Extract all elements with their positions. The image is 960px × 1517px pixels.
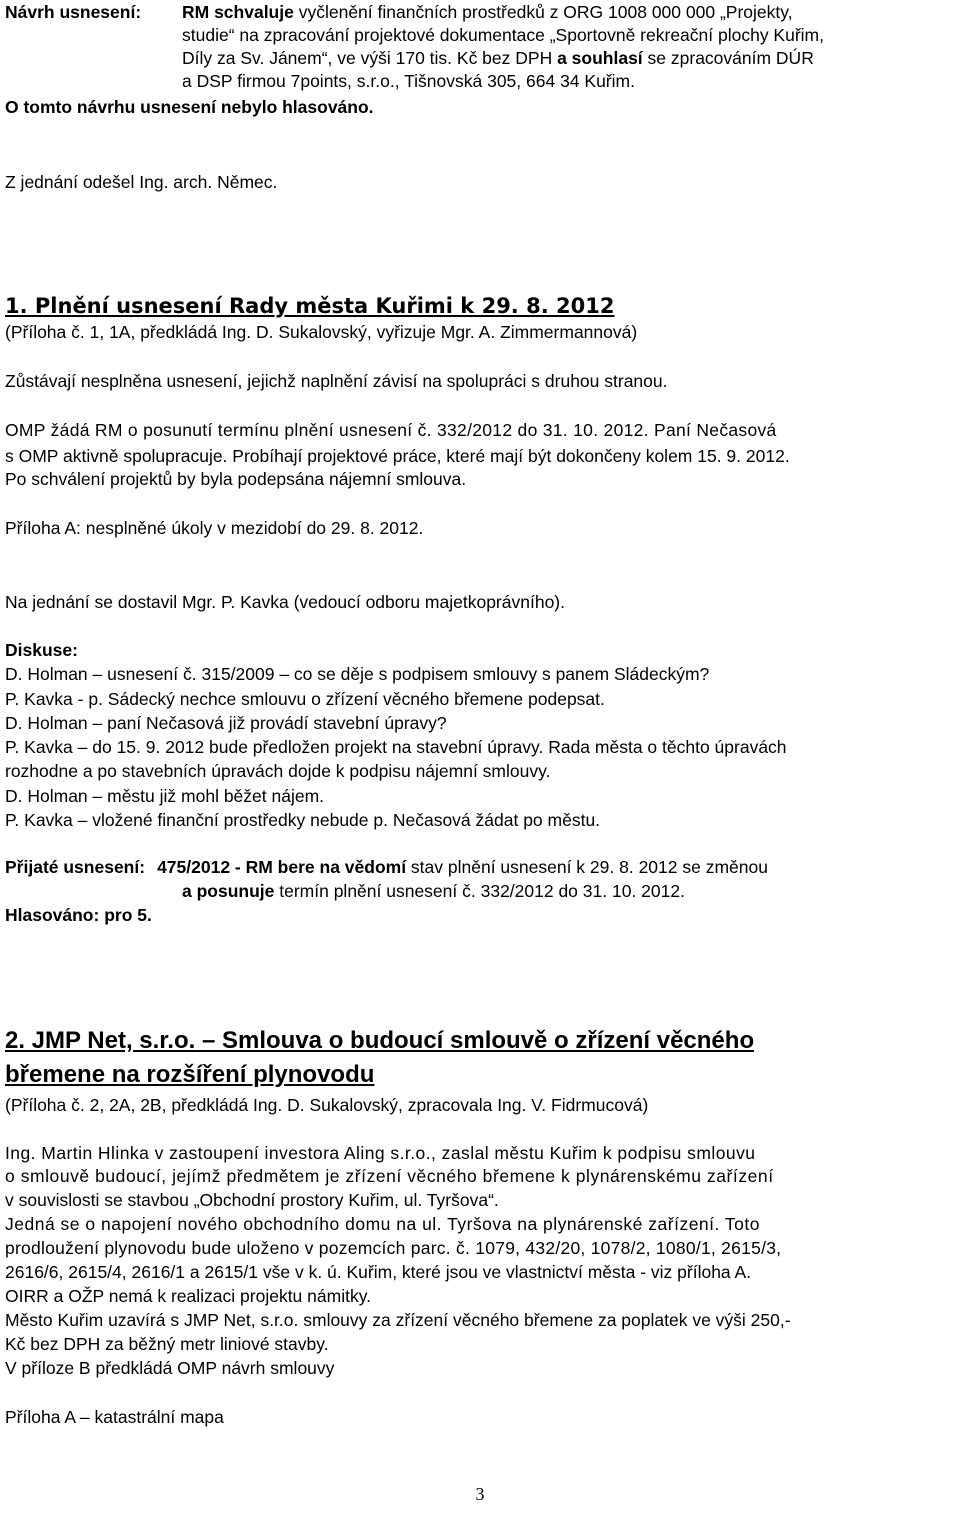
motion-line-2: studie“ na zpracování projektové dokumentace „Sportovně rekreační plochy Kuřim, [182, 25, 824, 45]
section-1-arrival: Na jednání se dostavil Mgr. P. Kavka (vedoucí odboru majetkoprávního). [5, 592, 565, 612]
resolution-line-1 [5, 857, 768, 878]
motion-no-vote: O tomto návrhu usnesení nebylo hlasováno. [5, 97, 374, 117]
discussion-line: D. Holman – paní Nečasová již provádí stavební úpravy? [5, 713, 447, 733]
discussion-line: rozhodne a po stavebních úpravách dojde k podpisu nájemní smlouvy. [5, 761, 551, 781]
section-2-paragraph-line: o smlouvě budoucí, jejímž předmětem je zřízení věcného břemene k plynárenskému zařízení [5, 1166, 774, 1186]
motion-line-1-text: vyčlenění finančních prostředků z ORG 1008 000 000 „Projekty, [293, 2, 793, 22]
section-2-heading-dash: – [195, 1027, 222, 1054]
section-2-paragraph-line: 2616/6, 2615/4, 2616/1 a 2615/1 vše v k. ú. Kuřim, které jsou ve vlastnictví města - viz příloha A. [5, 1262, 752, 1282]
motion-line-3-end: se zpracováním DÚR [642, 48, 814, 68]
section-2-paragraph-line: Jedná se o napojení nového obchodního domu na ul. Tyršova na plynárenské zařízení. Toto [5, 1214, 761, 1234]
motion-label: Návrh usnesení: [5, 2, 142, 22]
resolution-postpone: a posunuje [182, 881, 275, 901]
section-2-attachment: (Příloha č. 2, 2A, 2B, předkládá Ing. D. Sukalovský, zpracovala Ing. V. Fidrmucová) [5, 1095, 649, 1115]
section-1-paragraph-1: Zůstávají nesplněna usnesení, jejichž naplnění závisí na spolupráci s druhou stranou. [5, 371, 668, 391]
section-2-paragraph-line: prodloužení plynovodu bude uloženo v pozemcích parc. č. 1079, 432/20, 1078/2, 1080/1, 2615/3, [5, 1238, 782, 1258]
page-number: 3 [475, 1484, 485, 1504]
resolution-text: stav plnění usnesení k 29. 8. 2012 se změnou [406, 857, 768, 877]
discussion-line: P. Kavka - p. Sádecký nechce smlouvu o zřízení věcného břemene podepsat. [5, 689, 605, 709]
section-2-paragraph-line: V příloze B předkládá OMP návrh smlouvy [5, 1358, 335, 1378]
section-1-paragraph-2-line-1: OMP žádá RM o posunutí termínu plnění usnesení č. 332/2012 do 31. 10. 2012. Paní Nečasová [5, 420, 777, 440]
discussion-line: D. Holman – městu již mohl běžet nájem. [5, 786, 325, 806]
resolution-label: Přijaté usnesení: [5, 857, 146, 877]
vote-result: Hlasováno: pro 5. [5, 905, 152, 925]
section-2-paragraph-line: Město Kuřim uzavírá s JMP Net, s.r.o. smlouvy za zřízení věcného břemene za poplatek ve výši 250,- [5, 1310, 791, 1330]
section-2-paragraph-line: OIRR a OŽP nemá k realizaci projektu námitky. [5, 1286, 372, 1306]
section-1-attachment: (Příloha č. 1, 1A, předkládá Ing. D. Sukalovský, vyřizuje Mgr. A. Zimmermannová) [5, 322, 638, 342]
section-1-paragraph-3: Příloha A: nesplněné úkoly v mezidobí do 29. 8. 2012. [5, 518, 424, 538]
section-2-appendix: Příloha A – katastrální mapa [5, 1407, 224, 1427]
motion-line-1 [182, 2, 793, 23]
section-1-heading: 1. Plnění usnesení Rady města Kuřimi k 29. 8. 2012 [5, 294, 615, 318]
section-2-paragraph-line: Kč bez DPH za běžný metr liniové stavby. [5, 1334, 329, 1354]
section-2-heading-title: Smlouva o budoucí smlouvě o zřízení věcného [222, 1027, 755, 1054]
discussion-line: D. Holman – usnesení č. 315/2009 – co se děje s podpisem smlouvy s panem Sládeckým? [5, 664, 710, 684]
resolution-line-2 [182, 881, 685, 902]
section-2-heading-line-1 [5, 1027, 754, 1055]
section-2-heading-line-2: břemene na rozšíření plynovodu [5, 1061, 375, 1088]
discussion-label: Diskuse: [5, 640, 78, 660]
departure-note: Z jednání odešel Ing. arch. Němec. [5, 172, 278, 192]
section-1-paragraph-2-line-2: s OMP aktivně spolupracuje. Probíhají projektové práce, které mají být dokončeny kolem 15. 9. 2012. [5, 446, 790, 466]
motion-line-3-bold: a souhlasí [557, 48, 643, 68]
motion-verb: RM schvaluje [182, 2, 294, 22]
discussion-line: P. Kavka – vložené finanční prostředky nebude p. Nečasová žádat po městu. [5, 810, 601, 830]
resolution-line-2-text: termín plnění usnesení č. 332/2012 do 31. 10. 2012. [274, 881, 685, 901]
section-2-paragraph-line: v souvislosti se stavbou „Obchodní prostory Kuřim, ul. Tyršova“. [5, 1190, 499, 1210]
motion-line-3 [182, 48, 814, 69]
motion-line-3-text: Díly za Sv. Jánem“, ve výši 170 tis. Kč bez DPH [182, 48, 558, 68]
section-1-paragraph-2-line-3: Po schválení projektů by byla podepsána nájemní smlouva. [5, 469, 467, 489]
discussion-line: P. Kavka – do 15. 9. 2012 bude předložen projekt na stavební úpravy. Rada města o těchto úpravách [5, 737, 787, 757]
section-2-heading-number: 2. JMP Net, s.r.o. [5, 1027, 196, 1054]
section-2-paragraph-line: Ing. Martin Hlinka v zastoupení investora Aling s.r.o., zaslal městu Kuřim k podpisu smlouvu [5, 1143, 756, 1163]
motion-line-4: a DSP firmou 7points, s.r.o., Tišnovská 305, 664 34 Kuřim. [182, 71, 635, 91]
resolution-number: 475/2012 - RM bere na vědomí [157, 857, 407, 877]
